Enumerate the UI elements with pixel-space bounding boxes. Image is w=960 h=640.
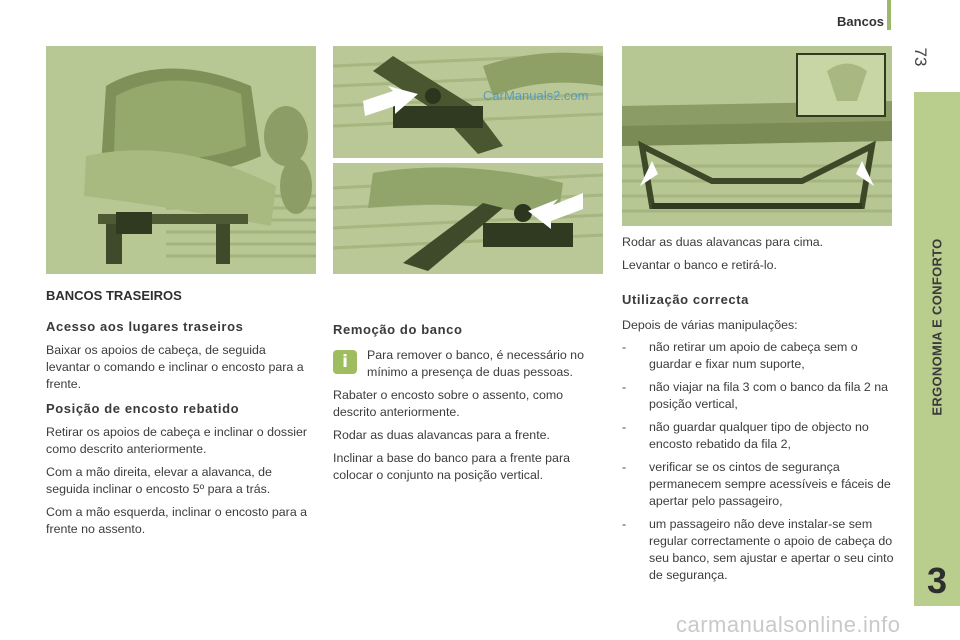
chapter-title: ERGONOMIA E CONFORTO [929,238,945,416]
paragraph-folded-3: Com a mão esquerda, inclinar o encosto para a frente no assento. [46,505,308,536]
paragraph-folded-1: Retirar os apoios de cabeça e inclinar o dossier como descrito anteriormente. [46,425,308,456]
list-item: - verificar se os cintos de segurança permanecem sempre acessíveis e fáceis de apertar pelo passageiro, [622,460,891,508]
paragraph-access: Baixar os apoios de cabeça, de seguida levantar o comando e inclinar o encosto para a frente. [46,343,304,391]
paragraph-removal-1: Rabater o encosto sobre o assento, como descrito anteriormente. [333,388,564,419]
paragraph-intro: Depois de várias manipulações: [622,318,798,332]
dash-marker: - [622,460,627,474]
dash-marker: - [622,380,627,394]
footer-watermark: carmanualsonline.info [676,612,901,637]
paragraph-removal-3: Inclinar a base do banco para a frente para colocar o conjunto na posição vertical. [333,451,570,482]
top-watermark: CarManuals2.com [483,88,589,103]
precautions-list [622,339,897,584]
list-item: - não retirar um apoio de cabeça sem o guardar e fixar num suporte, [622,340,858,371]
subheading-removal: Remoção do banco [333,322,463,337]
paragraph-removal-2: Rodar as duas alavancas para a frente. [333,428,550,442]
subheading-correct-use: Utilização correcta [622,292,750,307]
column-1 [46,288,311,538]
info-note [333,347,608,381]
info-icon: i [333,350,357,374]
subheading-folded-position: Posição de encosto rebatido [46,401,240,416]
paragraph-rotate-levers: Rodar as duas alavancas para cima. [622,235,824,249]
seat-removal-illustration [622,46,892,226]
info-note-text: Para remover o banco, é necessário no mínimo a presença de duas pessoas. [367,348,584,379]
list-item: - não viajar na fila 3 com o banco da fila 2 na posição vertical, [622,380,889,411]
list-item: - não guardar qualquer tipo de objecto no encosto rebatido da fila 2, [622,420,869,451]
dash-marker: - [622,340,627,354]
paragraph-lift-seat: Levantar o banco e retirá-lo. [622,258,777,272]
page-number: 73 [911,47,930,67]
dash-marker: - [622,517,627,531]
paragraph-folded-2: Com a mão direita, elevar a alavanca, de seguida inclinar o encosto 5º para a trás. [46,465,272,496]
seat-folded-illustration [46,46,316,274]
section-title: BANCOS TRASEIROS [46,288,182,303]
list-item: - um passageiro não deve instalar-se sem regular correctamente o apoio de cabeça do seu banco, sem ajustar e apertar o seu cinto de segurança. [622,517,894,582]
dash-marker: - [622,420,627,434]
column-3 [622,234,897,590]
chapter-tab-label [914,92,960,562]
chapter-number: 3 [926,560,948,601]
subheading-access: Acesso aos lugares traseiros [46,319,244,334]
column-2 [333,322,608,484]
header-accent-bar [887,0,891,30]
base-tilt-illustration [333,163,603,274]
running-header: Bancos [837,14,884,29]
